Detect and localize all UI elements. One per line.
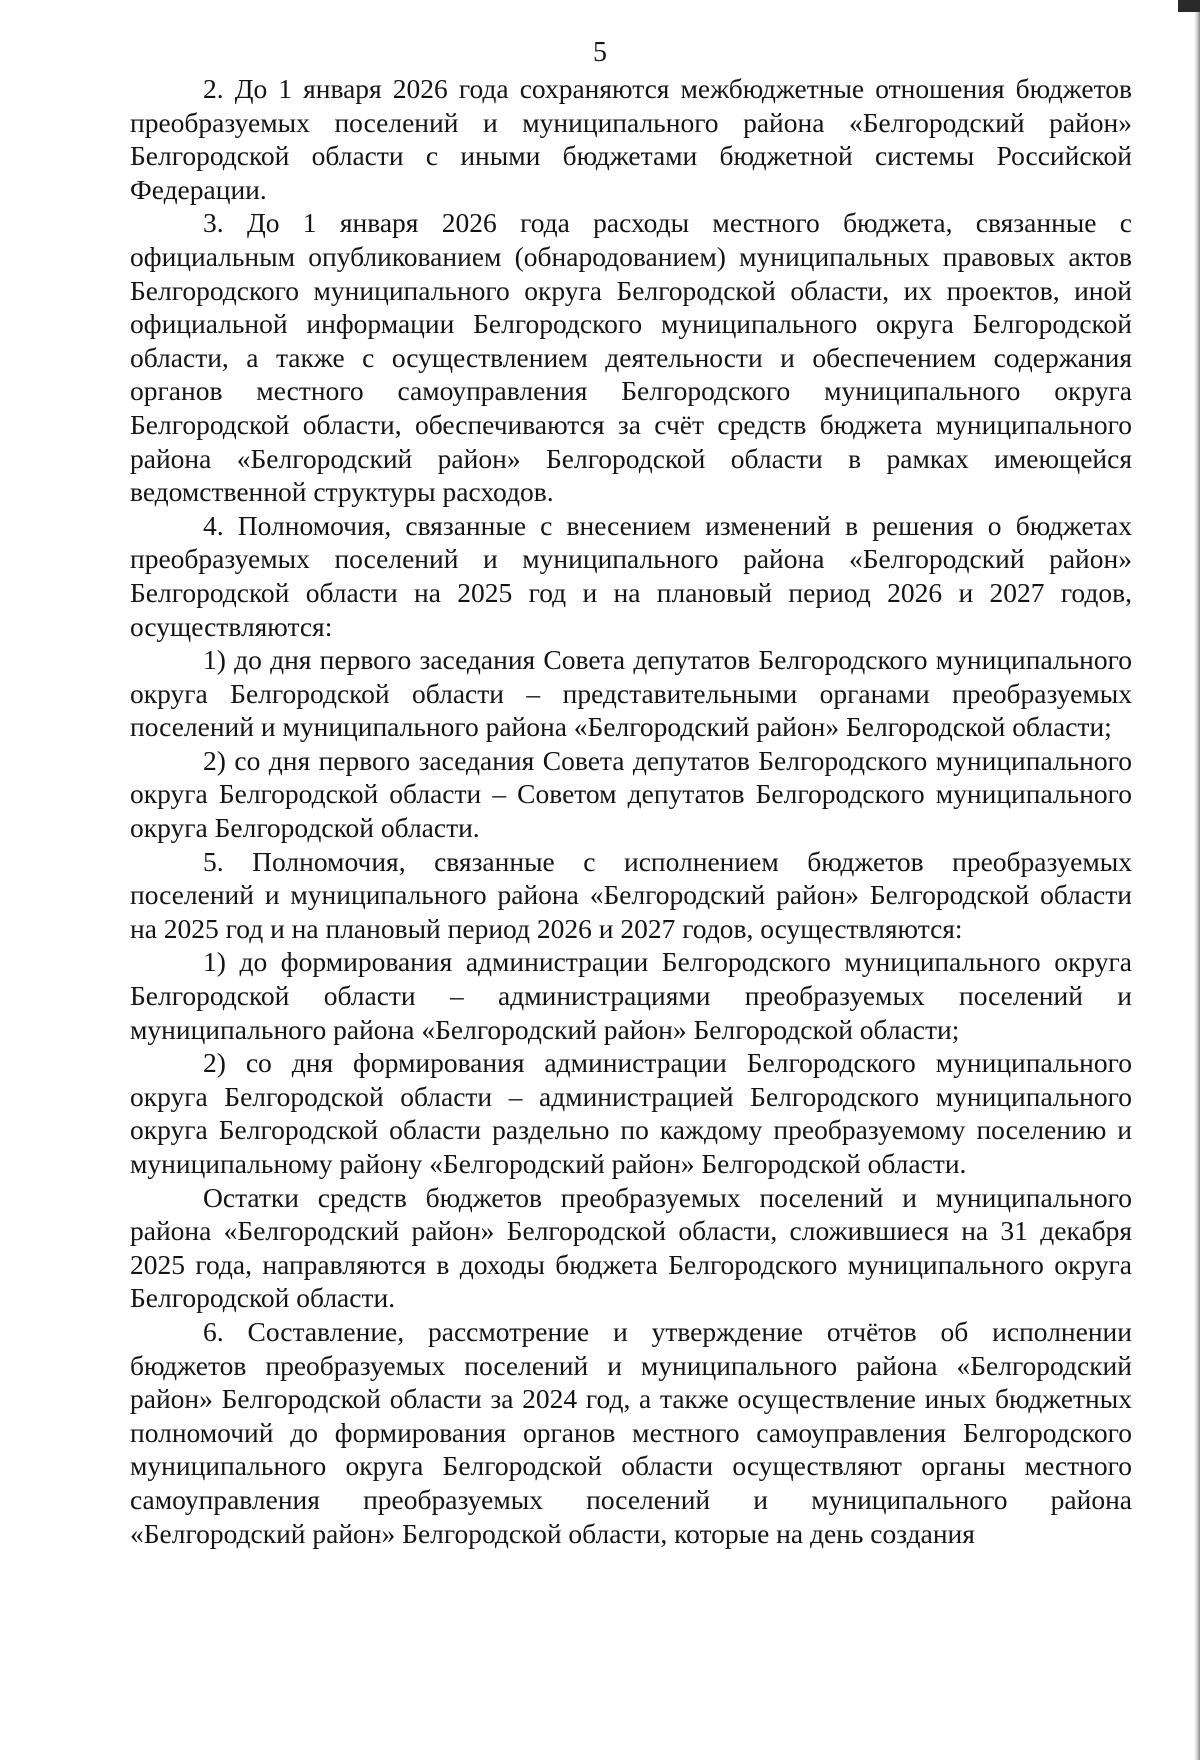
paragraph-4: 4. Полномочия, связанные с внесением изменений в решения о бюджетах преобразуемых поселений и муниципального района «Белгородский район» Белгородской области на 2025 год и на плановый период 2026 и 2027 годов, осуществляются: <box>130 509 1132 642</box>
paragraph-5-remainder: Остатки средств бюджетов преобразуемых поселений и муниципального района «Белгородский район» Белгородской области, сложившиеся на 31 декабря 2025 года, направляются в доходы бюджета Белгородского муниципального округа Белгородской области. <box>130 1181 1132 1314</box>
paragraph-6: 6. Составление, рассмотрение и утверждение отчётов об исполнении бюджетов преобразуемых поселений и муниципального района «Белгородский район» Белгородской области за 2024 год, а также осуществление иных бюджетных полномочий до формирования органов местного самоуправления Белгородского муниципального округа Белгородской области осуществляют органы местного самоуправления преобразуемых поселений и муниципального района «Белгородский район» Белгородской области, которые на день создания <box>130 1315 1132 1549</box>
document-body <box>130 72 1132 1550</box>
paragraph-3: 3. До 1 января 2026 года расходы местного бюджета, связанные с официальным опубликованием (обнародованием) муниципальных правовых актов Белгородского муниципального округа Белгородской области, их проектов, иной официальной информации Белгородского муниципального округа Белгородской области, а также с осуществлением деятельности и обеспечением содержания органов местного самоуправления Белгородского муниципального округа Белгородской области, обеспечиваются за счёт средств бюджета муниципального района «Белгородский район» Белгородской области в рамках имеющейся ведомственной структуры расходов. <box>130 207 1132 508</box>
paragraph-5-item-1: 1) до формирования администрации Белгородского муниципального округа Белгородской области – администрациями преобразуемых поселений и муниципального района «Белгородский район» Белгородской области; <box>130 946 1132 1045</box>
paragraph-4-item-1: 1) до дня первого заседания Совета депутатов Белгородского муниципального округа Белгородской области – представительными органами преобразуемых поселений и муниципального района «Белгородский район» Белгородской области; <box>130 644 1132 743</box>
page-number: 5 <box>593 37 607 68</box>
scan-corner-mark <box>1178 0 1200 12</box>
paragraph-4-item-2: 2) со дня первого заседания Совета депутатов Белгородского муниципального округа Белгородской области – Советом депутатов Белгородского муниципального округа Белгородской области. <box>130 744 1132 844</box>
paragraph-5: 5. Полномочия, связанные с исполнением бюджетов преобразуемых поселений и муниципального района «Белгородский район» Белгородской области на 2025 год и на плановый период 2026 и 2027 годов, осуществляются: <box>130 845 1132 944</box>
paragraph-2: 2. До 1 января 2026 года сохраняются межбюджетные отношения бюджетов преобразуемых поселений и муниципального района «Белгородский район» Белгородской области с иными бюджетами бюджетной системы Российской Федерации. <box>130 73 1132 205</box>
scan-edge-shadow <box>1194 0 1200 1760</box>
paragraph-5-item-2: 2) со дня формирования администрации Белгородского муниципального округа Белгородской области – администрацией Белгородского муниципального округа Белгородской области раздельно по каждому преобразуемому поселению и муниципальному району «Белгородский район» Белгородской области. <box>130 1047 1132 1179</box>
